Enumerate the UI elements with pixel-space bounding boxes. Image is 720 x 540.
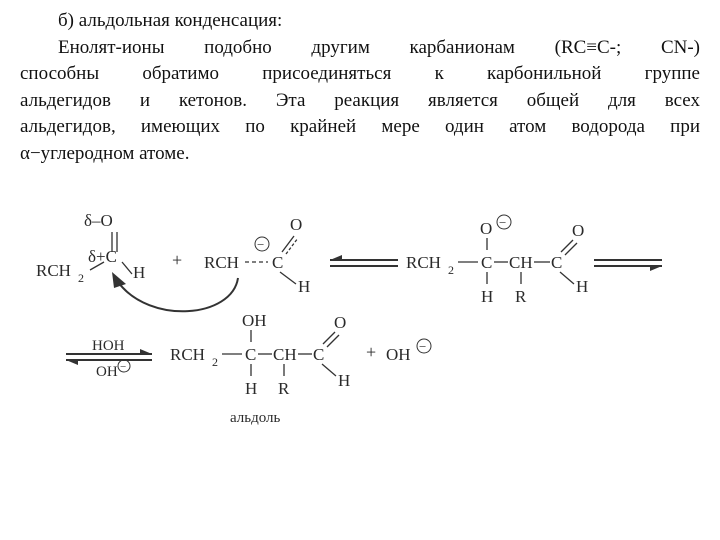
- text-line: альдегидов и кетонов. Эта реакция является общей для всех: [20, 89, 700, 111]
- hydrogen-label: H: [298, 277, 311, 296]
- minus-sign: −: [257, 237, 265, 252]
- plus-sign: +: [366, 342, 377, 362]
- rch-label: RCH: [204, 253, 239, 272]
- ch-label: CH: [273, 345, 297, 364]
- subscript-2: 2: [448, 263, 454, 277]
- oxygen-label: O: [290, 215, 303, 234]
- carbon-label: C: [313, 345, 325, 364]
- arrowhead-icon: [112, 272, 126, 288]
- hydrogen-label: H: [481, 287, 494, 306]
- subscript-2: 2: [78, 271, 84, 285]
- hydrogen-label: H: [133, 263, 146, 282]
- ch-label: CH: [509, 253, 533, 272]
- reactant-enolate: [204, 215, 310, 296]
- hydrogen-label: H: [576, 277, 589, 296]
- delta-plus-carbon: δ+C: [88, 247, 117, 266]
- equilibrium-arrows-icon: [594, 260, 662, 271]
- delta-minus-oxygen: δ–O: [84, 211, 113, 230]
- subscript-2: 2: [212, 355, 218, 369]
- section-heading: б) альдольная конденсация:: [58, 10, 283, 31]
- aldol-caption: альдоль: [230, 410, 281, 426]
- oxygen-anion-label: O: [480, 219, 493, 238]
- rch2-label: RCH: [36, 261, 71, 280]
- equilibrium-arrows-icon: [330, 255, 398, 266]
- rch2-label: RCH: [170, 345, 205, 364]
- reaction-scheme: [0, 200, 720, 440]
- curved-arrow-icon: [118, 278, 238, 311]
- r-group-label: R: [278, 379, 290, 398]
- minus-sign: −: [120, 361, 127, 373]
- oxygen-label: O: [572, 221, 585, 240]
- hydroxyl-label: OH: [242, 311, 267, 330]
- protonation-arrows: [66, 338, 152, 380]
- r-group-label: R: [515, 287, 527, 306]
- paragraph: [20, 8, 700, 167]
- plus-sign: +: [172, 250, 183, 270]
- hoh-label: HOH: [92, 338, 125, 354]
- text-line: способны обратимо присоединяться к карбонильной группе: [20, 63, 700, 84]
- oxygen-label: O: [334, 313, 347, 332]
- hydroxide-label: OH: [96, 364, 118, 380]
- rch2-label: RCH: [406, 253, 441, 272]
- carbon-label: C: [551, 253, 563, 272]
- text-line: Енолят-ионы подобно другим карбанионам (RC≡C-; CN-): [58, 36, 700, 58]
- carbon-label: C: [245, 345, 257, 364]
- minus-sign: −: [499, 215, 507, 230]
- hydrogen-label: H: [338, 371, 351, 390]
- carbon-label: C: [272, 253, 284, 272]
- hydrogen-label: H: [245, 379, 258, 398]
- product-aldol: [170, 311, 350, 398]
- text-line: альдегидов, имеющих по крайней мере один атом водорода при: [20, 116, 700, 137]
- product-alkoxide: [406, 215, 588, 306]
- text-line: α−углеродном атоме.: [20, 142, 190, 164]
- carbon-label: C: [481, 253, 493, 272]
- minus-sign: −: [419, 339, 427, 354]
- hydroxide-ion-label: OH: [386, 345, 411, 364]
